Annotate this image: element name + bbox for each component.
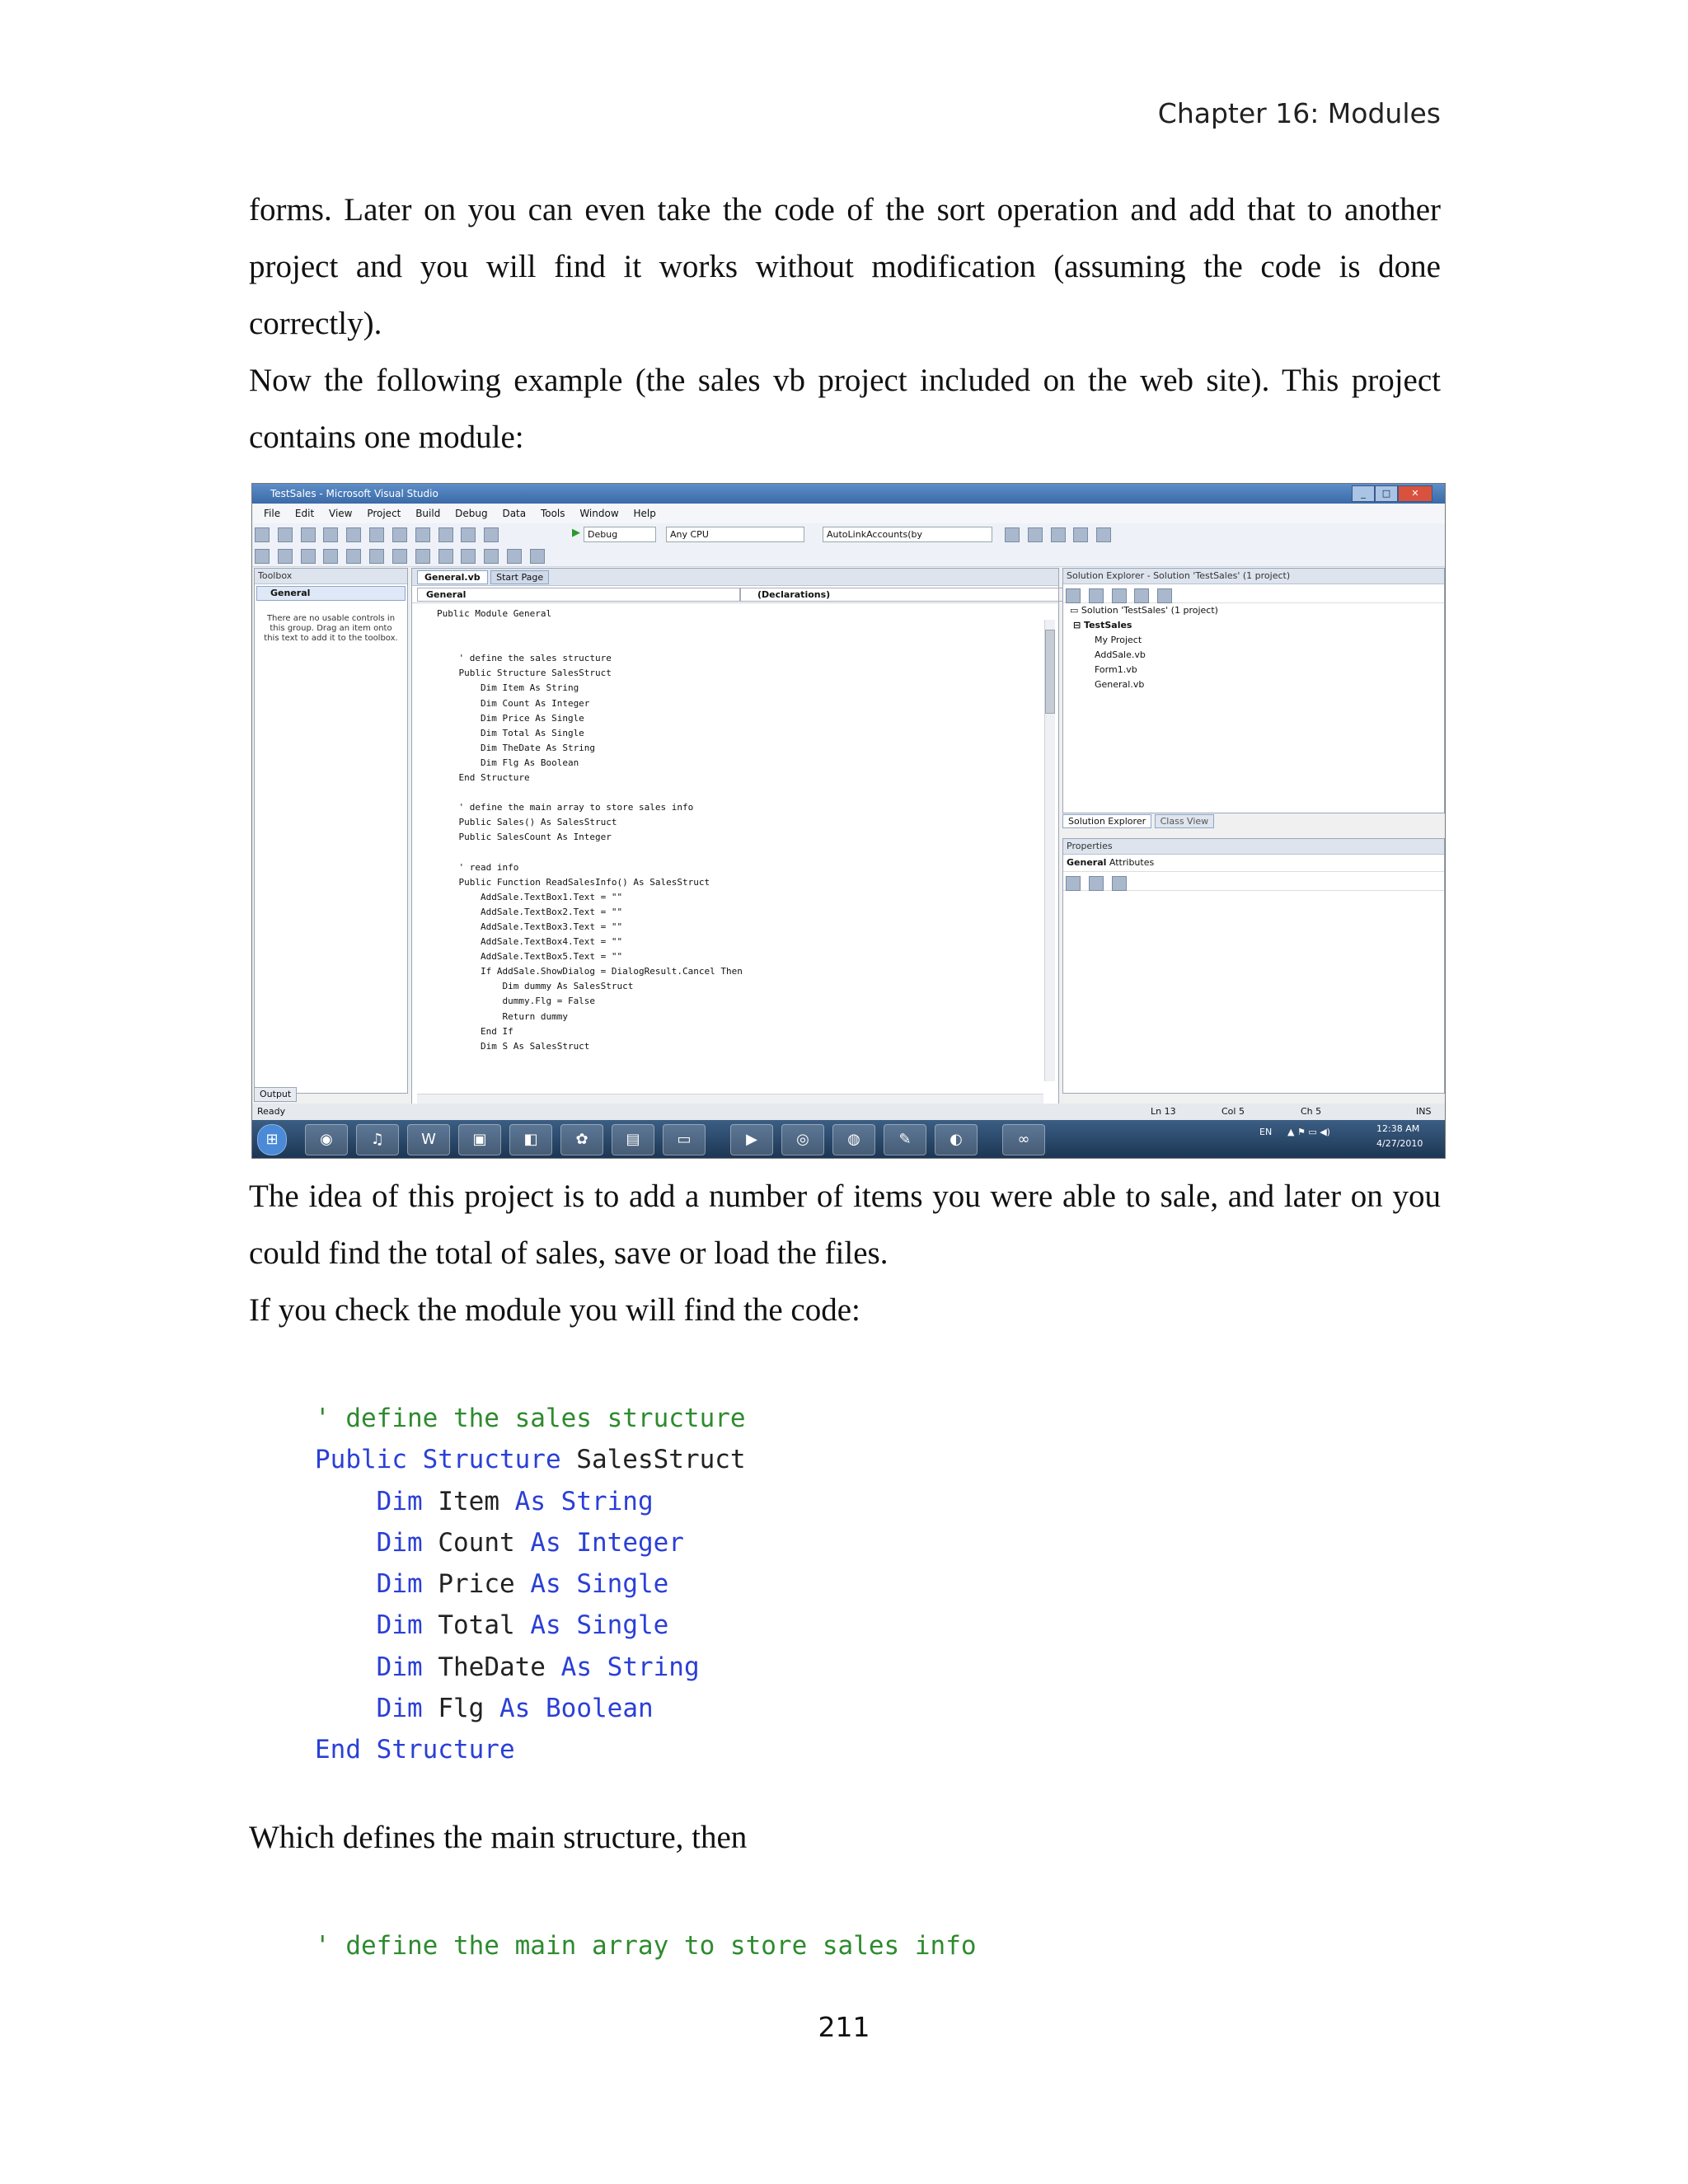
code-type: String bbox=[607, 1652, 700, 1682]
bookmark-icon[interactable] bbox=[461, 549, 476, 564]
toolbar-icon[interactable] bbox=[278, 549, 293, 564]
menu-edit[interactable]: Edit bbox=[294, 508, 315, 519]
vertical-scrollbar[interactable] bbox=[1044, 620, 1055, 1081]
tray-icons[interactable]: ▲ ⚑ ▭ ◀) bbox=[1287, 1127, 1330, 1137]
comment-icon[interactable] bbox=[392, 549, 407, 564]
code-keyword: Public Structure bbox=[315, 1445, 561, 1475]
code-type: Integer bbox=[576, 1527, 684, 1558]
save-all-icon[interactable] bbox=[346, 527, 361, 542]
toolbox-icon[interactable] bbox=[1073, 527, 1088, 542]
window-titlebar bbox=[252, 484, 1445, 504]
chrome-icon[interactable]: ◎ bbox=[781, 1124, 824, 1155]
properties-object-name: General bbox=[1067, 857, 1107, 868]
taskbar-app-icon[interactable]: ▣ bbox=[458, 1124, 501, 1155]
code-identifier: Count bbox=[438, 1527, 515, 1558]
code-keyword: Dim bbox=[376, 1610, 423, 1641]
maximize-icon[interactable]: □ bbox=[1375, 485, 1398, 502]
taskbar-app-icon[interactable]: ◍ bbox=[832, 1124, 875, 1155]
menu-project[interactable]: Project bbox=[367, 508, 401, 519]
code-keyword: As bbox=[560, 1652, 592, 1682]
visual-studio-icon[interactable]: ∞ bbox=[1002, 1124, 1045, 1155]
properties-object-select[interactable] bbox=[1063, 855, 1444, 872]
standard-toolbar bbox=[252, 523, 1445, 546]
member-dropdown[interactable]: (Declarations) bbox=[740, 588, 1065, 602]
status-char: Ch 5 bbox=[1301, 1106, 1322, 1117]
code-comment: ' define the main array to store sales info bbox=[315, 1931, 977, 1961]
folder-icon[interactable]: ▭ bbox=[663, 1124, 706, 1155]
platform-select[interactable]: Any CPU bbox=[666, 527, 804, 542]
code-identifier: Price bbox=[438, 1569, 515, 1600]
menu-window[interactable]: Window bbox=[579, 508, 619, 519]
configuration-select[interactable]: Debug bbox=[584, 527, 656, 542]
tree-project[interactable]: ⊟ TestSales bbox=[1073, 620, 1132, 630]
toolbox-panel bbox=[254, 568, 408, 1094]
menu-debug[interactable]: Debug bbox=[455, 508, 488, 519]
status-ready: Ready bbox=[257, 1106, 286, 1117]
navigate-icon[interactable] bbox=[484, 527, 499, 542]
taskbar-app-icon[interactable]: ▤ bbox=[612, 1124, 654, 1155]
editor-code-text: Public Module General ' define the sales structure Public Structure SalesStruct Dim Item As String Dim Count As Integer Dim Price As Single Dim Total As Single Dim TheDate As String Dim Flg As Boolean End Structure ' define the main array to store sales info Public Sales() As SalesStruct Public SalesCount As Integer ' read info Public Function ReadSalesInfo() As SalesStruct AddSale.TextBox1.Text = "" AddSale.TextBox2.Text = "" AddSale.TextBox3.Text = "" AddSale.TextBox4.Text = "" AddSale.TextBox5.Text = "" If AddSale.ShowDialog = DialogResult.Cancel Then Dim dummy As SalesStruct dummy.Flg = False Return dummy End If Dim S As SalesStruct bbox=[437, 608, 743, 1052]
save-icon[interactable] bbox=[323, 527, 338, 542]
properties-panel bbox=[1062, 838, 1445, 1094]
code-keyword: Dim bbox=[376, 1694, 423, 1724]
se-view-code-icon[interactable] bbox=[1134, 588, 1149, 603]
se-view-designer-icon[interactable] bbox=[1157, 588, 1172, 603]
solution-root-label: Solution 'TestSales' (1 project) bbox=[1081, 605, 1218, 616]
code-type: Single bbox=[576, 1610, 669, 1641]
copy-icon[interactable] bbox=[392, 527, 407, 542]
taskbar-app-icon[interactable]: ◉ bbox=[305, 1124, 348, 1155]
object-dropdown[interactable]: General bbox=[417, 588, 740, 602]
paragraph-defines: Which defines the main structure, then bbox=[249, 1820, 748, 1855]
bookmark-icon[interactable] bbox=[484, 549, 499, 564]
solution-explorer-icon[interactable] bbox=[1005, 527, 1020, 542]
toolbar-icon[interactable] bbox=[301, 549, 316, 564]
code-comment: ' define the sales structure bbox=[315, 1404, 746, 1433]
visual-studio-screenshot bbox=[251, 483, 1446, 1159]
code-identifier: TheDate bbox=[438, 1652, 546, 1682]
toolbox-empty-message: There are no usable controls in this group. Drag an item onto this text to add it to the toolbox. bbox=[264, 614, 398, 643]
page-number: 211 bbox=[818, 2011, 870, 2043]
close-icon[interactable]: ✕ bbox=[1398, 485, 1432, 502]
cut-icon[interactable] bbox=[369, 527, 384, 542]
tree-item[interactable]: Form1.vb bbox=[1095, 664, 1137, 675]
tree-item[interactable]: AddSale.vb bbox=[1095, 649, 1146, 660]
code-identifier: Total bbox=[438, 1610, 515, 1641]
code-type: Single bbox=[576, 1569, 669, 1600]
media-player-icon[interactable]: ▶ bbox=[730, 1124, 773, 1155]
outdent-icon[interactable] bbox=[369, 549, 384, 564]
code-identifier: Flg bbox=[438, 1694, 485, 1724]
toolbar-icon[interactable] bbox=[323, 549, 338, 564]
menu-file[interactable]: File bbox=[264, 508, 281, 519]
add-item-icon[interactable] bbox=[278, 527, 293, 542]
code-keyword: Dim bbox=[376, 1486, 423, 1516]
new-project-icon[interactable] bbox=[255, 527, 270, 542]
se-properties-icon[interactable] bbox=[1066, 588, 1081, 603]
taskbar-app-icon[interactable]: ◧ bbox=[509, 1124, 552, 1155]
project-label: TestSales bbox=[1084, 620, 1132, 630]
alphabetical-icon[interactable] bbox=[1089, 876, 1104, 891]
tray-language[interactable]: EN bbox=[1259, 1127, 1273, 1137]
code-identifier: SalesStruct bbox=[576, 1445, 746, 1475]
bookmark-icon[interactable] bbox=[438, 549, 453, 564]
properties-object-kind: Attributes bbox=[1109, 857, 1155, 868]
menu-bar bbox=[252, 504, 1445, 523]
paragraph-check: If you check the module you will find the code: bbox=[249, 1292, 860, 1328]
start-debug-icon[interactable]: ▶ bbox=[572, 527, 580, 539]
tree-solution-root[interactable]: ▭ Solution 'TestSales' (1 project) bbox=[1070, 605, 1218, 616]
code-keyword: End Structure bbox=[315, 1735, 515, 1765]
code-type: String bbox=[560, 1486, 654, 1516]
taskbar-app-icon[interactable]: ♫ bbox=[356, 1124, 399, 1155]
scrollbar-thumb[interactable] bbox=[1045, 630, 1055, 714]
se-refresh-icon[interactable] bbox=[1112, 588, 1127, 603]
taskbar-app-icon[interactable]: ✎ bbox=[884, 1124, 926, 1155]
undo-icon[interactable] bbox=[438, 527, 453, 542]
code-keyword: Dim bbox=[376, 1527, 423, 1558]
solution-explorer-title: Solution Explorer - Solution 'TestSales' (1 project) bbox=[1063, 569, 1444, 584]
paragraph-idea: The idea of this project is to add a number of items you were able to sale, and later on you could find the total of sales, save or load the files. bbox=[249, 1179, 1441, 1271]
uncomment-icon[interactable] bbox=[415, 549, 430, 564]
categorized-icon[interactable] bbox=[1066, 876, 1081, 891]
paste-icon[interactable] bbox=[415, 527, 430, 542]
firefox-icon[interactable]: ◐ bbox=[935, 1124, 978, 1155]
open-icon[interactable] bbox=[301, 527, 316, 542]
property-pages-icon[interactable] bbox=[1112, 876, 1127, 891]
find-combo[interactable]: AutoLinkAccounts(by bbox=[823, 527, 992, 542]
status-ins: INS bbox=[1416, 1106, 1432, 1117]
toolbox-title: Toolbox bbox=[255, 569, 407, 584]
code-block-structure bbox=[315, 1398, 746, 1771]
tab-start-page[interactable]: Start Page bbox=[490, 570, 549, 584]
solution-explorer-panel bbox=[1062, 568, 1445, 813]
code-keyword: Dim bbox=[376, 1652, 423, 1682]
paragraph-example: Now the following example (the sales vb project included on the web site). This project contains one module: bbox=[249, 363, 1441, 455]
code-keyword: As bbox=[514, 1486, 546, 1516]
code-identifier: Item bbox=[438, 1486, 499, 1516]
status-line: Ln 13 bbox=[1151, 1106, 1176, 1117]
object-browser-icon[interactable] bbox=[1051, 527, 1066, 542]
menu-view[interactable]: View bbox=[329, 508, 353, 519]
start-button-icon[interactable]: ⊞ bbox=[257, 1124, 287, 1155]
start-page-icon[interactable] bbox=[1096, 527, 1111, 542]
code-keyword: As bbox=[530, 1527, 561, 1558]
tab-class-view[interactable]: Class View bbox=[1155, 814, 1215, 828]
code-editor[interactable] bbox=[411, 568, 1059, 1108]
window-title: TestSales - Microsoft Visual Studio bbox=[270, 488, 438, 499]
se-show-all-icon[interactable] bbox=[1089, 588, 1104, 603]
bookmark-icon[interactable] bbox=[530, 549, 545, 564]
tree-item[interactable]: My Project bbox=[1095, 635, 1142, 645]
code-keyword: As bbox=[499, 1694, 531, 1724]
menu-build[interactable]: Build bbox=[415, 508, 441, 519]
tree-item[interactable]: General.vb bbox=[1095, 679, 1145, 690]
status-bar bbox=[252, 1104, 1445, 1120]
menu-help[interactable]: Help bbox=[633, 508, 656, 519]
paragraph-intro: forms. Later on you can even take the code of the sort operation and add that to another project and you will find it works without modification (assuming the code is done correctly). bbox=[249, 192, 1441, 341]
toolbox-group-general[interactable]: General bbox=[256, 586, 406, 601]
redo-icon[interactable] bbox=[461, 527, 476, 542]
code-keyword: As bbox=[530, 1569, 561, 1600]
status-column: Col 5 bbox=[1221, 1106, 1245, 1117]
indent-icon[interactable] bbox=[346, 549, 361, 564]
tab-solution-explorer[interactable]: Solution Explorer bbox=[1062, 814, 1151, 828]
code-block-array-comment bbox=[315, 1925, 977, 1966]
minimize-icon[interactable]: _ bbox=[1352, 485, 1375, 502]
menu-tools[interactable]: Tools bbox=[540, 508, 565, 519]
running-header: Chapter 16: Modules bbox=[1157, 97, 1441, 129]
properties-icon[interactable] bbox=[1028, 527, 1043, 542]
tray-date[interactable]: 4/27/2010 bbox=[1376, 1138, 1423, 1149]
windows-taskbar bbox=[252, 1120, 1445, 1158]
text-editor-toolbar bbox=[252, 545, 1445, 567]
bookmark-icon[interactable] bbox=[507, 549, 522, 564]
word-icon[interactable]: W bbox=[407, 1124, 450, 1155]
properties-title: Properties bbox=[1063, 839, 1444, 855]
output-tab[interactable]: Output bbox=[254, 1087, 297, 1102]
taskbar-app-icon[interactable]: ✿ bbox=[560, 1124, 603, 1155]
code-keyword: Dim bbox=[376, 1569, 423, 1600]
tab-general-vb[interactable]: General.vb bbox=[417, 570, 488, 584]
code-keyword: As bbox=[530, 1610, 561, 1641]
tray-time[interactable]: 12:38 AM bbox=[1376, 1123, 1420, 1134]
code-type: Boolean bbox=[546, 1694, 654, 1724]
toolbar-icon[interactable] bbox=[255, 549, 270, 564]
menu-data[interactable]: Data bbox=[502, 508, 527, 519]
